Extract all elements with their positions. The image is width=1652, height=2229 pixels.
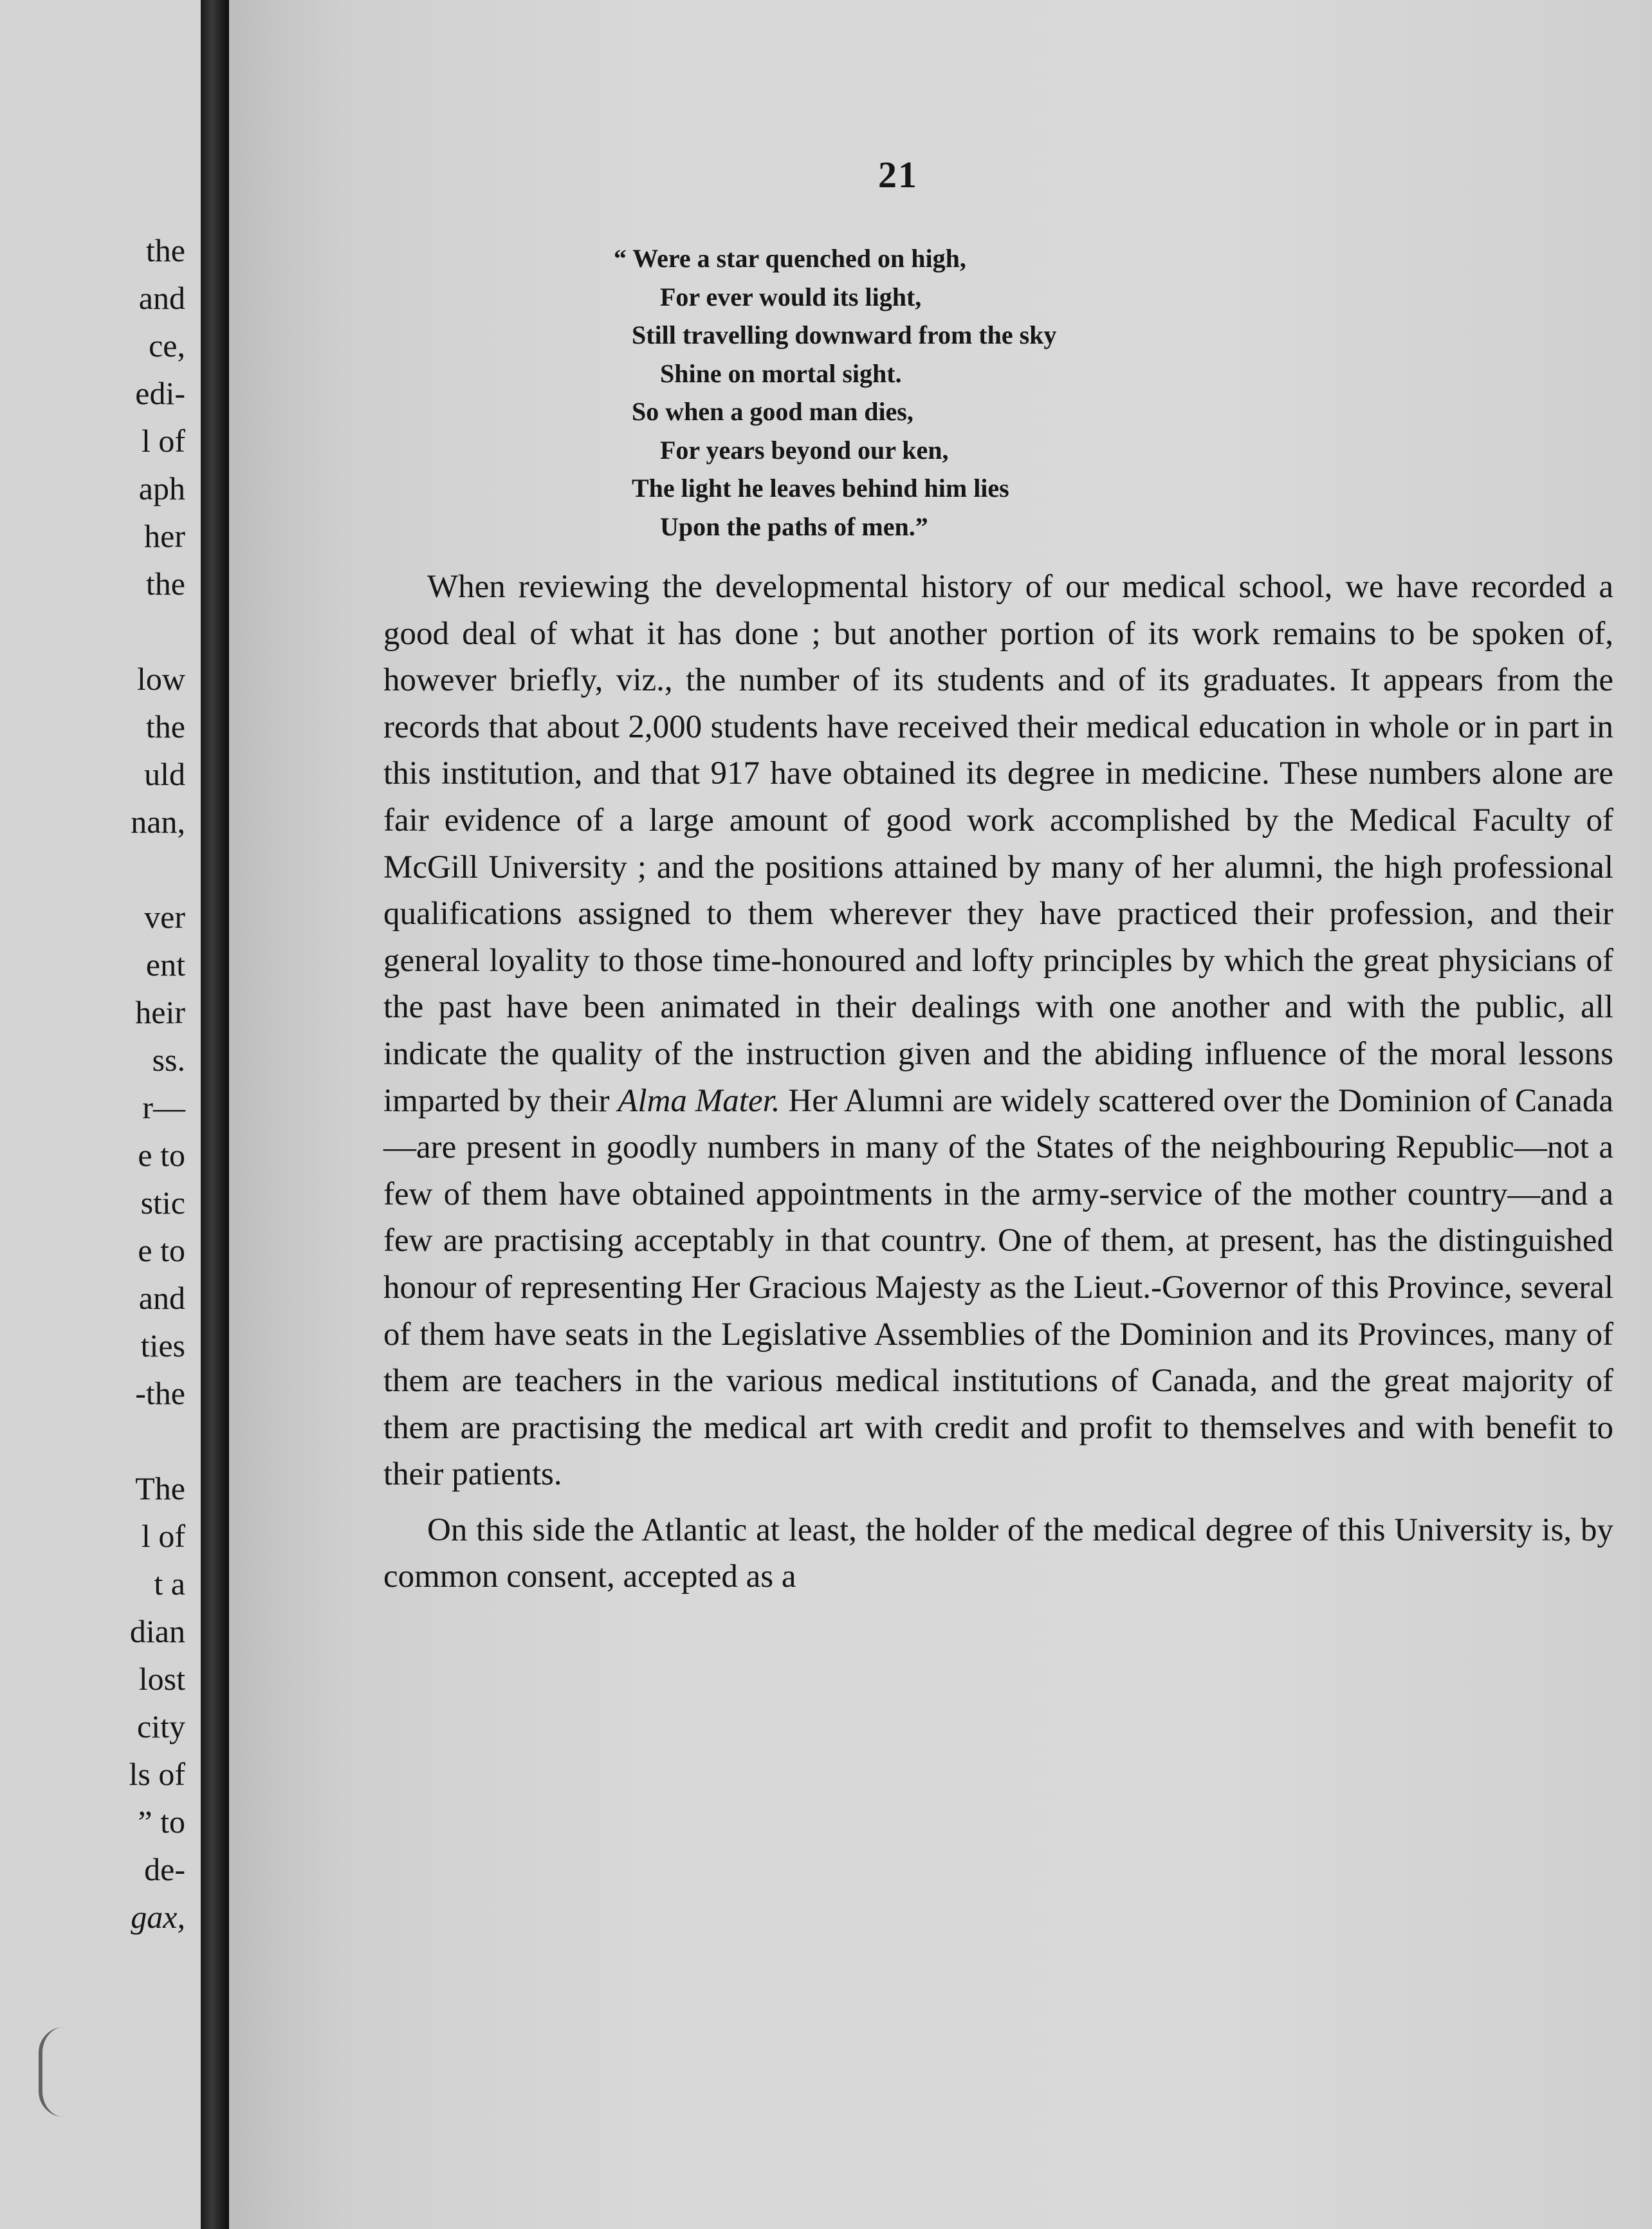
poem-line: Shine on mortal sight.	[660, 358, 902, 388]
facing-page-fragment: r—	[142, 1089, 185, 1125]
facing-page-fragment: ent	[145, 947, 185, 983]
facing-page-fragment: nan,	[131, 804, 185, 840]
facing-page-fragment: stic	[140, 1185, 185, 1221]
poem-line: The light he leaves behind him lies	[632, 474, 1009, 503]
facing-page-fragment: t a	[154, 1566, 185, 1602]
facing-page-fragment: low	[137, 661, 185, 697]
poem-line: For ever would its light,	[660, 282, 922, 311]
facing-page-fragment: lost	[138, 1661, 185, 1697]
facing-page-fragment: heir	[135, 994, 185, 1030]
facing-page-fragment: e to	[138, 1137, 185, 1173]
facing-page-fragment: dian	[129, 1613, 185, 1649]
paragraph-degree: On this side the Atlantic at least, the holder of the medical degree of this University is, by common consent, accepted as a	[383, 1512, 1613, 1595]
facing-page-fragment: the	[145, 232, 185, 268]
facing-page-fragment: ” to	[138, 1804, 185, 1840]
poem-line: “ Were a star quenched on high,	[614, 244, 966, 273]
gutter-mark	[39, 2027, 68, 2117]
poem-line: For years beyond our ken,	[660, 435, 949, 465]
facing-page-fragment: city	[137, 1708, 185, 1744]
facing-page-fragment: aph	[138, 470, 185, 506]
facing-page-fragment: ss.	[152, 1042, 185, 1078]
facing-page-fragment: ls of	[129, 1756, 185, 1792]
paragraph-text: Her Alumni are widely scattered over the Dominion of Canada—are present in goodly numbers in many of the States of the neighbouring Republic—not a few of them have obtained appointments in the army-service of the mother country—and a few are practising acceptably in that country. One of them, at present, has the distinguished honour of representing Her Gracious Majesty as the Lieut.-Governor of this Province, several of them have seats in the Legislative Assemblies of the Dominion and its Provinces, many of them are teachers in the various medical institutions of Canada, and the great majority of them are practising the medical art with credit and profit to themselves and with benefit to their patients.	[383, 1082, 1613, 1493]
facing-page-fragment: the	[145, 708, 185, 745]
page-number: 21	[878, 154, 918, 196]
facing-page-fragment: -the	[135, 1375, 185, 1411]
paragraph-alumni	[383, 564, 1613, 1498]
facing-page-fragment: ce,	[149, 328, 185, 364]
facing-page-fragment: her	[144, 518, 185, 554]
facing-page-fragment: ties	[140, 1327, 185, 1364]
facing-page-fragment: ver	[144, 899, 185, 935]
facing-page-fragment: and	[138, 280, 185, 316]
facing-page-fragment: The	[135, 1470, 185, 1506]
facing-page-fragment: de-	[144, 1851, 185, 1887]
alma-mater-italic: Alma Mater.	[618, 1082, 780, 1119]
paragraph-text: When reviewing the developmental history of our medical school, we have recorded a good deal of what it has done ; but another portion of its work remains to be spoken of, however briefly, viz., the number of its students and of its graduates. It appears from the records that about 2,000 students have received their medical education in whole or in part in this institution, and that 917 have obtained its degree in medicine. These numbers alone are fair evidence of a large amount of good work accomplished by the Medical Faculty of McGill University ; and the positions attained by many of her alumni, the high professional qualifications assigned to them wherever they have practiced their profession, and their general loyality to those time-honoured and lofty principles by which the great physicians of the past have been animated in their dealings with one another and with the public, all indicate the quality of the instruction given and the abiding influence of the moral lessons imparted by their	[383, 569, 1613, 1119]
page-21	[229, 0, 1652, 2229]
facing-page-fragment: and	[138, 1280, 185, 1316]
poem-line: Still travelling downward from the sky	[632, 320, 1057, 349]
facing-page-fragment: l of	[141, 1518, 185, 1554]
facing-page-fragment: the	[145, 566, 185, 602]
poem-line: So when a good man dies,	[632, 397, 913, 426]
poem-stanza	[614, 239, 1532, 546]
body-text	[383, 564, 1613, 1600]
facing-page-left	[0, 0, 201, 2229]
facing-page-fragment: uld	[144, 756, 185, 792]
facing-page-fragment: e to	[138, 1232, 185, 1268]
poem-line: Upon the paths of men.”	[660, 512, 928, 541]
facing-page-fragment: l of	[141, 423, 185, 459]
facing-page-fragment: edi-	[135, 375, 185, 411]
facing-page-fragment: gax,	[131, 1899, 185, 1935]
book-binding-gutter	[201, 0, 229, 2229]
